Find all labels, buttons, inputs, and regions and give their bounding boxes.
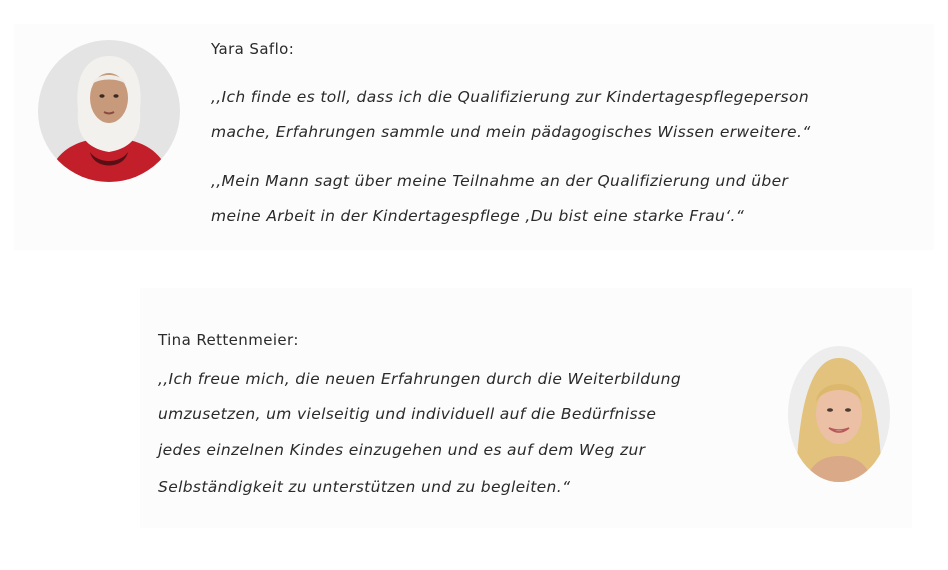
portrait-woman-blonde-icon: [788, 346, 890, 482]
testimonial-name: Yara Saflo:: [211, 40, 295, 58]
quote-line: mache, Erfahrungen sammle und mein pädagogisches Wissen erweitere.“: [211, 123, 811, 141]
quote-line: ,,Ich finde es toll, dass ich die Qualifizierung zur Kindertagespflegeperson: [211, 88, 809, 106]
avatar-tina: [788, 346, 890, 482]
avatar-yara: [38, 40, 180, 182]
portrait-woman-hijab-icon: [38, 40, 180, 182]
quote-line: Selbständigkeit zu unterstützen und zu begleiten.“: [158, 478, 571, 496]
quote-line: jedes einzelnen Kindes einzugehen und es auf dem Weg zur: [158, 441, 646, 459]
testimonial-name: Tina Rettenmeier:: [158, 331, 299, 349]
quote-line: ,,Ich freue mich, die neuen Erfahrungen durch die Weiterbildung: [158, 370, 682, 388]
quote-line: ,,Mein Mann sagt über meine Teilnahme an der Qualifizierung und über: [211, 172, 789, 190]
quote-line: meine Arbeit in der Kindertagespflege ‚Du bist eine starke Frau‘.“: [211, 207, 745, 225]
quote-line: umzusetzen, um vielseitig und individuell auf die Bedürfnisse: [158, 405, 657, 423]
